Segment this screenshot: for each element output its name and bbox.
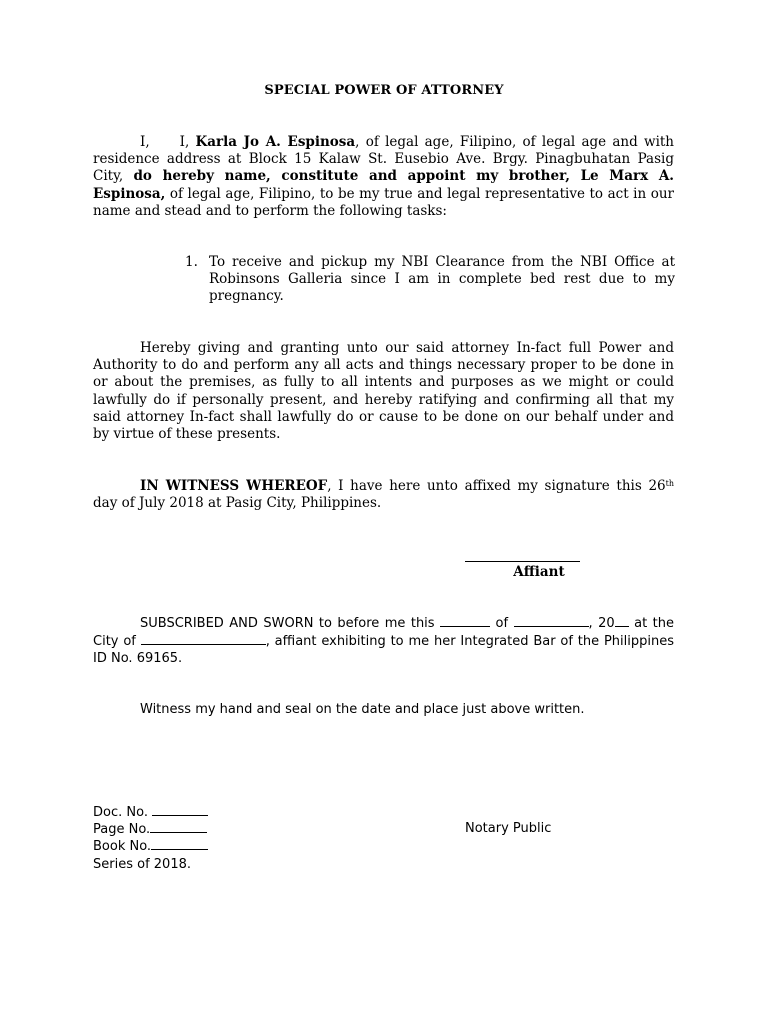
doc-number-label: Doc. No.	[93, 805, 148, 820]
witness-heading: IN WITNESS WHEREOF	[140, 478, 328, 494]
document-title: SPECIAL POWER OF ATTORNEY	[264, 83, 504, 98]
intro-paragraph	[93, 134, 674, 220]
book-number-line	[93, 838, 208, 855]
intro-text-a: , of legal age, Filipino, of legal age and with residence address at Block 15 Kalaw St. Eusebio Ave. Brgy. Pinagbuhatan Pasig City,	[93, 134, 675, 185]
page-number-line	[93, 821, 208, 838]
series-line: Series of 2018.	[93, 856, 191, 872]
jurat-text-5: , affiant exhibiting to me her Integrated Bar of the Philippines ID No. 69165.	[93, 633, 674, 666]
intro-text-c: of legal age, Filipino, to be my true and legal representative to act in our name and stead and to perform the following tasks:	[93, 185, 674, 219]
date-month-blank	[514, 615, 589, 627]
witness-text-b: day of July 2018 at Pasig City, Philippines.	[93, 495, 382, 512]
book-number-blank	[151, 838, 208, 850]
task-list	[185, 254, 675, 306]
hand-seal-line: Witness my hand and seal on the date and place just above written.	[140, 702, 585, 717]
doc-number-blank	[152, 804, 208, 816]
pronoun-i: I,	[140, 134, 150, 150]
date-year-blank	[615, 615, 629, 627]
task-text: To receive and pickup my NBI Clearance from the NBI Office at Robinsons Galleria since I am in complete bed rest due to my pregnancy.	[209, 254, 675, 305]
pronoun-i-repeat: I,	[179, 134, 190, 150]
granting-paragraph: Hereby giving and granting unto our said attorney In-fact full Power and Authority to do and perform any all acts and things necessary proper to be done in or about the premises, as fully to all intents and purposes as we might or could lawfully do if personally present, and hereby ratifying and confirming all that my said attorney In-fact shall lawfully do or cause to be done on our behalf under and by virtue of these presents.	[93, 340, 674, 443]
doc-number-line	[93, 804, 208, 821]
page-number-blank	[150, 821, 207, 833]
task-number: 1.	[185, 254, 198, 270]
jurat-text-1: SUBSCRIBED AND SWORN to before me this	[140, 616, 435, 631]
jurat-text-4: at the City of	[93, 616, 674, 649]
principal-name: Karla Jo A. Espinosa	[195, 134, 356, 150]
city-blank	[141, 633, 266, 645]
date-day-blank	[440, 615, 490, 627]
jurat-text-3: , 20	[588, 616, 615, 631]
affiant-label: Affiant	[513, 564, 565, 580]
notarial-registry	[93, 804, 208, 873]
page-number-label: Page No.	[93, 822, 151, 838]
appointment-clause: do hereby name, constitute and appoint my brother, Le Marx A. Espinosa,	[93, 168, 674, 202]
book-number-label: Book No.	[93, 839, 152, 855]
jurat-text-2: of	[495, 616, 509, 631]
jurat-paragraph	[93, 615, 674, 668]
notary-public-label: Notary Public	[465, 821, 552, 836]
task-item	[185, 254, 675, 306]
witness-text-a: , I have here unto affixed my signature this 26	[327, 478, 666, 494]
witness-paragraph	[93, 478, 674, 512]
affiant-signature-line	[465, 561, 580, 562]
ordinal-suffix: th	[665, 479, 674, 488]
